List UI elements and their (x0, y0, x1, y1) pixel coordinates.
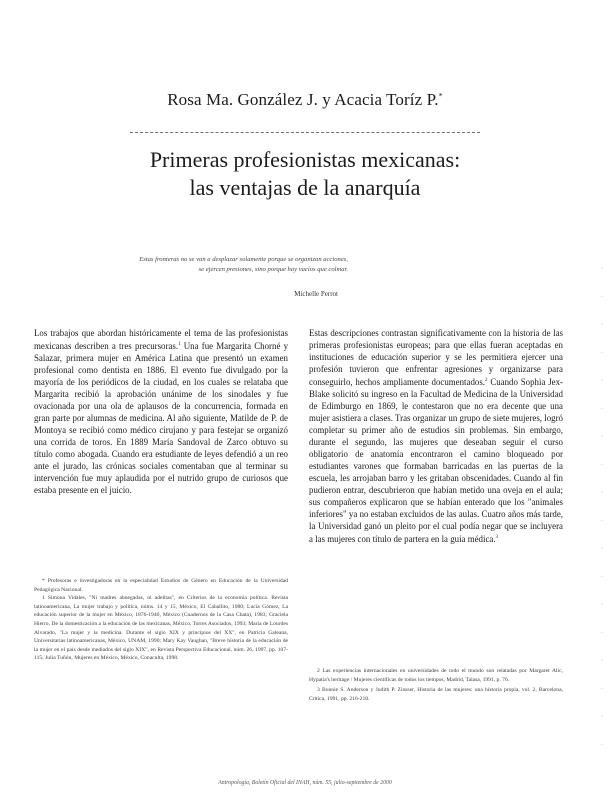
footnotes-right (309, 667, 563, 705)
authors-note-mark: * (438, 91, 443, 101)
right-paragraph-start: Estas descripciones contrastan significativamente con la historia de las primeras profesionistas europeas; para que ellas fueran aceptadas en instituciones de educación superior y se les permitiera ejercer una profesión tuvieron que enfrentar agresiones y organizarse para conseguirlo, hechos ampliamente documentados. (309, 328, 563, 387)
right-column (309, 327, 563, 545)
footnote-ref-3: 3 (495, 534, 499, 540)
epigraph-quote: Estas fronteras no se van a desplazar solamente porque se organizan acciones, se ejercen presiones, sino porque hay vacíos que colmar. (139, 256, 348, 273)
title-divider (130, 132, 480, 133)
footnotes-left (34, 577, 288, 663)
footnote-ref-1: 1 (178, 342, 181, 347)
right-paragraph (309, 327, 563, 545)
right-paragraph-cont: Cuando Sophia Jex-Blake solicitó su ingreso en la Facultad de Medicina de la Universidad de Edimburgo en 1869, le contestaron que no era decente que una mujer asistiera a clases. Tras organizar un grupo de siete mujeres, logró completar su primer año de estudios sin problemas. Sin embargo, durante el segundo, las mujeres que deseaban seguir el curso obligatorio de anatomía encontraron el camino bloqueado por estudiantes varones que formaban barricadas en las puertas de la escuela, les arrojaban barro y les gritaban obscenidades. Cuando al fin pudieron entrar, descubrieron que habían metido una oveja en el aula; sus compañeros explicaron que se habían enterado que los "animales inferiores" ya no estaban excluidos de las aulas. Cuatro años más tarde, la Universidad ganó un pleito por el cual podía negar que se incluyera a las mujeres con título de partera en la guía médica. (309, 376, 563, 544)
title-line-1: Primeras profesionistas mexicanas: (149, 147, 461, 172)
author-line (0, 90, 610, 110)
scan-edge-marks: · · · · · · · · · · · · · · · · · · (601, 266, 603, 748)
footnote-3: 3 Bonnie S. Anderson y Judith P. Zinsser, Historia de las mujeres: una historia propia, vol. 2, Barcelona, Crítica, 1991, pp. 216-218. (309, 687, 563, 702)
left-paragraph-cont: Una fue Margarita Chorné y Salazar, primera mujer en América Latina que presentó un examen profesional como dentista en 1886. El evento fue divulgado por la mayoría de los periódicos de la ciudad, en los cuales se relataba que Margarita recibió la aprobación unánime de los sinodales y fue ovacionada por una ola de aplausos de la concurrencia, formada en gran parte por alumnas de medicina. Al año siguiente, Matilde de P. de Montoya se recibió como médico cirujano y para festejar se organizó una corrida de toros. En 1889 María Sandoval de Zarco obtuvo su título como abogada. Cuando era estudiante de leyes defendió a un reo ante el jurado, las crónicas sociales comentaban que al terminar su intervención fue muy aplaudida por el nutrido grupo de curiosos que estaba presente en el juicio. (34, 340, 289, 495)
page-footer: Antropología, Boletín Oficial del INAH, núm. 55, julio-septiembre de 2000 (218, 780, 392, 786)
article-title (0, 146, 610, 202)
authors-text: Rosa Ma. González J. y Acacia Toríz P. (167, 90, 439, 109)
footnote-star: * Profesoras e investigadoras en la especialidad Estudios de Género en Educación de la Universidad Pedagógica Nacional. (34, 578, 288, 593)
title-line-2: las ventajas de la anarquía (189, 175, 421, 200)
footnote-2: 2 Las experiencias internacionales en universidades de todo el mundo son relatadas por Margaret Alic, Hypatia's heritage / Mujeres científicas de todos los tiempos, Madrid, Talasa, 1991, p. 76. (309, 668, 563, 683)
left-column (34, 327, 288, 496)
left-paragraph (34, 327, 288, 496)
footnote-ref-2: 2 (485, 378, 488, 383)
left-paragraph-start: Los trabajos que abordan históricamente el tema de las profesionistas mexicanas describen a tres precursoras. (34, 328, 288, 351)
epigraph-author: Michelle Perrot (294, 290, 338, 298)
footnote-1: 1 Simona Vidales, "Ni madres abnegadas, ni adelitas", en Criterios de la economía política. Revista latinoamericana, La mujer trabajo y política, núms. 14 y 15, México, El Caballito, 1980; Lucía Gómez, La educación superior de la mujer en México, 1876-1940, México (Cuadernos de la Casa Chata), 1983; Graciela Hierro, De la domesticación a la educación de las mexicanas, México, Torres Asociados, 1993; María de Lourdes Alvarado, "La mujer y la medicina. Durante el siglo XIX y principios del XX", en Patricia Galeana, Universitarias latinoamericanas, México, UNAM, 1990; Mary Kay Vaughan, "Breve historia de la educación de la mujer en el país desde mediados del siglo XIX", en Revista Perspectiva Educacional, núm. 26, 1997, pp. 107-115; Julia Tuñón, Mujeres en México, México, Conaculta, 1998. (34, 595, 288, 662)
